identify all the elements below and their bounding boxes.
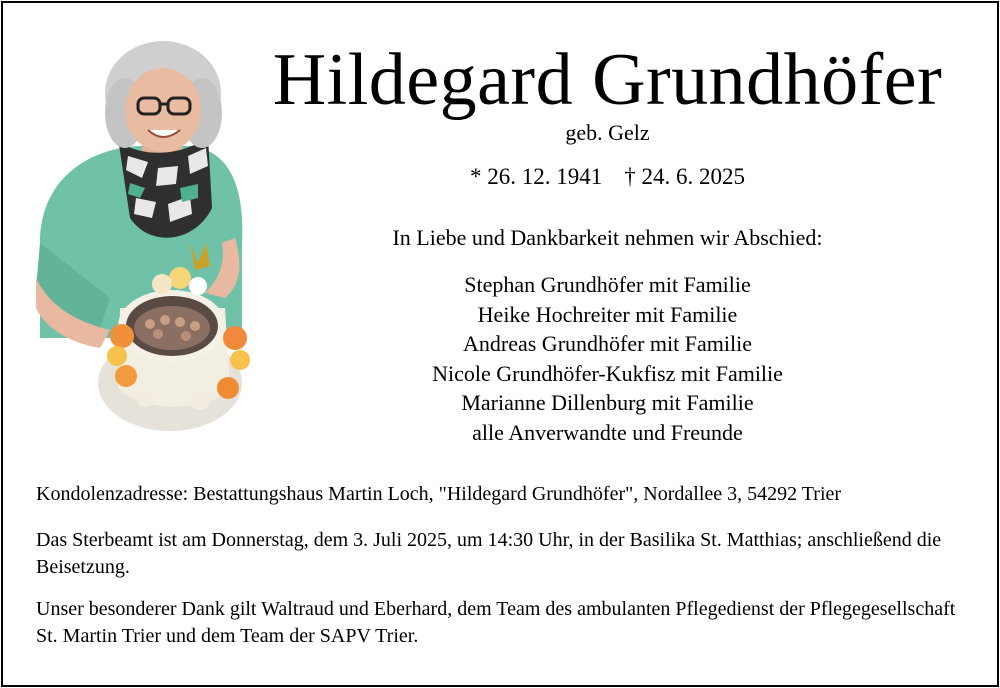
mourner-line: Heike Hochreiter mit Familie <box>477 301 738 327</box>
funeral-service-notice: Das Sterbeamt ist am Donnerstag, dem 3. Juli 2025, um 14:30 Uhr, in der Basilika St. Matthias; anschließend die Beisetzung. <box>36 529 942 578</box>
condolence-address: Kondolenzadresse: Bestattungshaus Martin Loch, "Hildegard Grundhöfer", Nordallee 3, 54292 Trier <box>36 483 842 505</box>
mourner-line: Nicole Grundhöfer-Kukfisz mit Familie <box>432 360 783 386</box>
mourner-line: Andreas Grundhöfer mit Familie <box>463 331 752 357</box>
mourner-line: Stephan Grundhöfer mit Familie <box>464 272 751 297</box>
portrait-photo <box>30 38 280 438</box>
farewell-intro: In Liebe und Dankbarkeit nehmen wir Abschied: <box>392 225 823 250</box>
birth-name: geb. Gelz <box>565 120 650 145</box>
death-date: † 24. 6. 2025 <box>624 164 745 189</box>
birth-date: * 26. 12. 1941 <box>470 164 603 189</box>
mourner-line: alle Anverwandte und Freunde <box>472 419 743 445</box>
mourner-line: Marianne Dillenburg mit Familie <box>461 390 754 416</box>
mourners-list <box>270 270 945 448</box>
deceased-name: Hildegard Grundhöfer <box>272 39 943 121</box>
life-dates <box>270 164 945 190</box>
thanks-note: Unser besonderer Dank gilt Waltraud und Eberhard, dem Team des ambulanten Pflegedienst der Pflegegesellschaft St. Martin Trier und dem Team der SAPV Trier. <box>36 598 956 647</box>
